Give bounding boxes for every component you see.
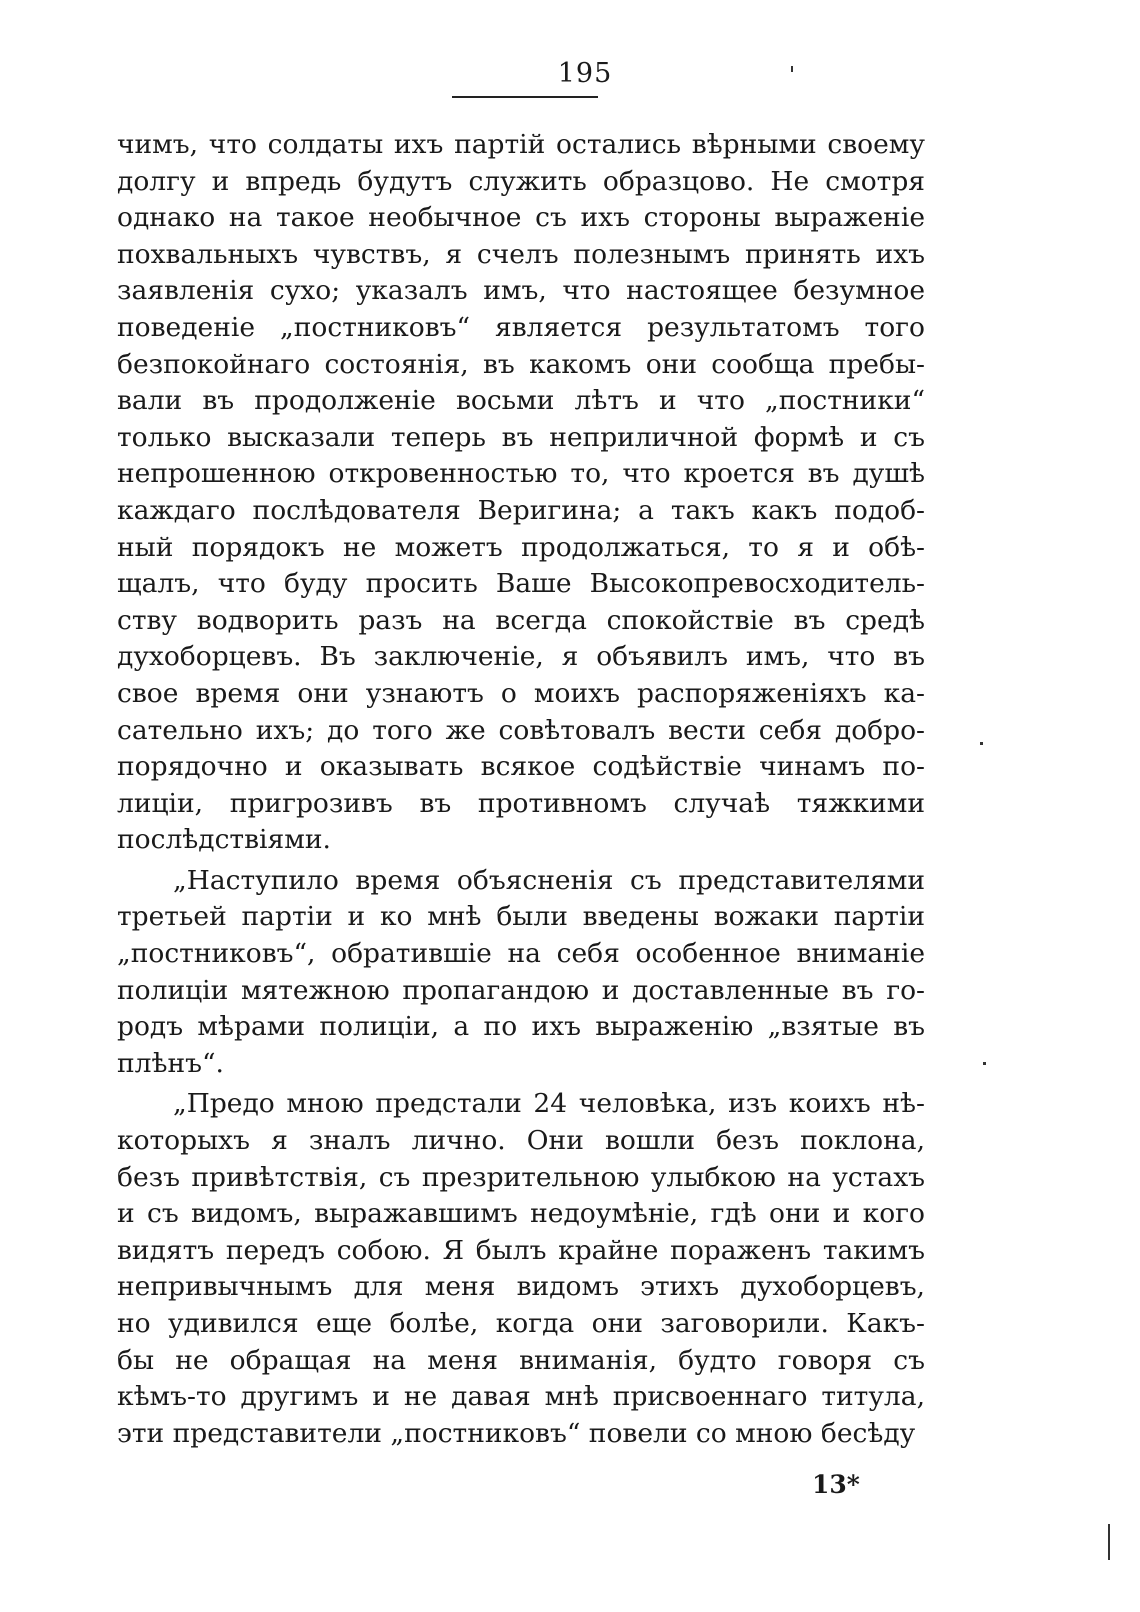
text-line: но удивился еще болѣе, когда они заговорили. Какъ- <box>117 1308 925 1339</box>
body-text <box>117 127 925 1452</box>
text-line: непрошенною откровенностью то, что кроется въ душѣ <box>117 458 925 490</box>
text-line: которыхъ я зналъ лично. Они вошли безъ поклона, <box>117 1125 925 1157</box>
text-line: третьей партіи и ко мнѣ были введены вожаки партіи <box>117 901 925 933</box>
text-line: сательно ихъ; до того же совѣтовалъ вести себя добро- <box>117 714 925 746</box>
text-line: „постниковъ“, обратившіе на себя особенное вниманіе <box>117 938 925 970</box>
text-line: безъ привѣтствія, съ презрительною улыбкою на устахъ <box>117 1161 925 1193</box>
text-line: поведеніе „постниковъ“ является результатомъ того <box>117 311 925 343</box>
text-line: „Предо мною предстали 24 человѣка, изъ коихъ нѣ- <box>173 1088 925 1120</box>
text-line: „Наступило время объясненія съ представителями <box>173 864 925 896</box>
text-line: свое время они узнаютъ о моихъ распоряженіяхъ ка- <box>117 677 925 709</box>
text-line: вали въ продолженіе восьми лѣтъ и что „постники“ <box>117 385 925 417</box>
text-line: чимъ, что солдаты ихъ партій остались вѣрными своему <box>117 129 925 160</box>
text-line: похвальныхъ чувствъ, я счелъ полезнымъ принять ихъ <box>117 238 925 270</box>
text-line: родъ мѣрами полиціи, а по ихъ выраженію „взятые въ <box>117 1011 925 1043</box>
text-line: и съ видомъ, выражавшимъ недоумѣніе, гдѣ они и кого <box>117 1198 925 1230</box>
text-line: плѣнъ“. <box>117 1047 224 1079</box>
page-number: 195 <box>557 58 613 89</box>
text-line: видятъ передъ собою. Я былъ крайне пораженъ такимъ <box>117 1234 925 1266</box>
text-line: порядочно и оказывать всякое содѣйствіе чинамъ по- <box>117 751 925 783</box>
text-line: полиціи мятежною пропагандою и доставленные въ го- <box>117 974 925 1006</box>
text-line: заявленія сухо; указалъ имъ, что настоящее безумное <box>117 275 925 307</box>
text-line: безпокойнаго состоянія, въ какомъ они сообща пребы- <box>117 348 925 380</box>
text-line: духоборцевъ. Въ заключеніе, я объявилъ имъ, что въ <box>117 641 925 673</box>
text-line: ный порядокъ не можетъ продолжаться, то я и обѣ- <box>117 531 925 563</box>
scan-speck <box>791 66 793 72</box>
text-line: эти представители „постниковъ“ повели со мною бесѣду <box>117 1417 916 1449</box>
text-line: долгу и впредь будутъ служить образцово. Не смотря <box>117 165 925 197</box>
signature-mark: 13* <box>812 1470 860 1499</box>
text-line: лиціи, пригрозивъ въ противномъ случаѣ тяжкими <box>117 787 925 819</box>
text-line: щалъ, что буду просить Ваше Высокопревосходитель- <box>117 568 925 600</box>
text-line: каждаго послѣдователя Веригина; а такъ какъ подоб- <box>117 494 925 526</box>
text-line: кѣмъ-то другимъ и не давая мнѣ присвоеннаго титула, <box>117 1381 925 1413</box>
text-line: бы не обращая на меня вниманія, будто говоря съ <box>117 1344 925 1376</box>
scan-speck <box>1108 1524 1110 1560</box>
text-line: ству водворить разъ на всегда спокойствіе въ средѣ <box>117 604 925 636</box>
scan-speck <box>980 742 983 745</box>
header-rule <box>452 96 598 98</box>
text-line: послѣдствіями. <box>117 824 331 856</box>
text-line: однако на такое необычное съ ихъ стороны выраженіе <box>117 202 925 234</box>
text-line: только высказали теперь въ неприличной формѣ и съ <box>117 421 925 453</box>
scan-speck <box>983 1062 986 1065</box>
text-line: непривычнымъ для меня видомъ этихъ духоборцевъ, <box>117 1271 925 1303</box>
